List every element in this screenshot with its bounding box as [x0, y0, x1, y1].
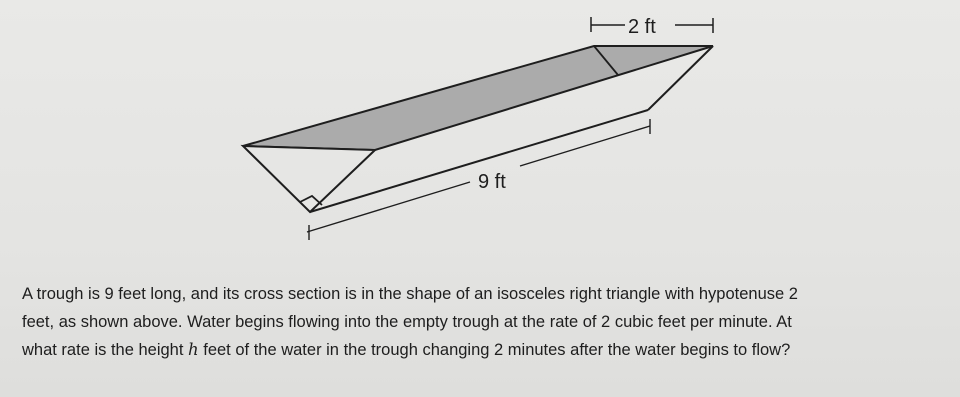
width-dimension-label: 2 ft — [628, 16, 656, 38]
length-dimension-label: 9 ft — [478, 171, 506, 193]
problem-line-1: A trough is 9 feet long, and its cross section is in the shape of an isosceles right triangle with hypotenuse 2 — [22, 285, 798, 303]
problem-line-3-end: feet of the water in the trough changing 2 minutes after the water begins to flow? — [198, 341, 791, 359]
length-dimension-line-upper — [520, 126, 650, 166]
problem-line-3-start: what rate is the height — [22, 341, 189, 359]
water-surface — [243, 46, 713, 150]
height-variable: h — [188, 340, 199, 359]
problem-line-3 — [22, 341, 790, 359]
front-cross-section — [243, 146, 375, 212]
problem-text — [22, 280, 937, 364]
problem-line-2: feet, as shown above. Water begins flowing into the empty trough at the rate of 2 cubic feet per minute. At — [22, 313, 792, 331]
